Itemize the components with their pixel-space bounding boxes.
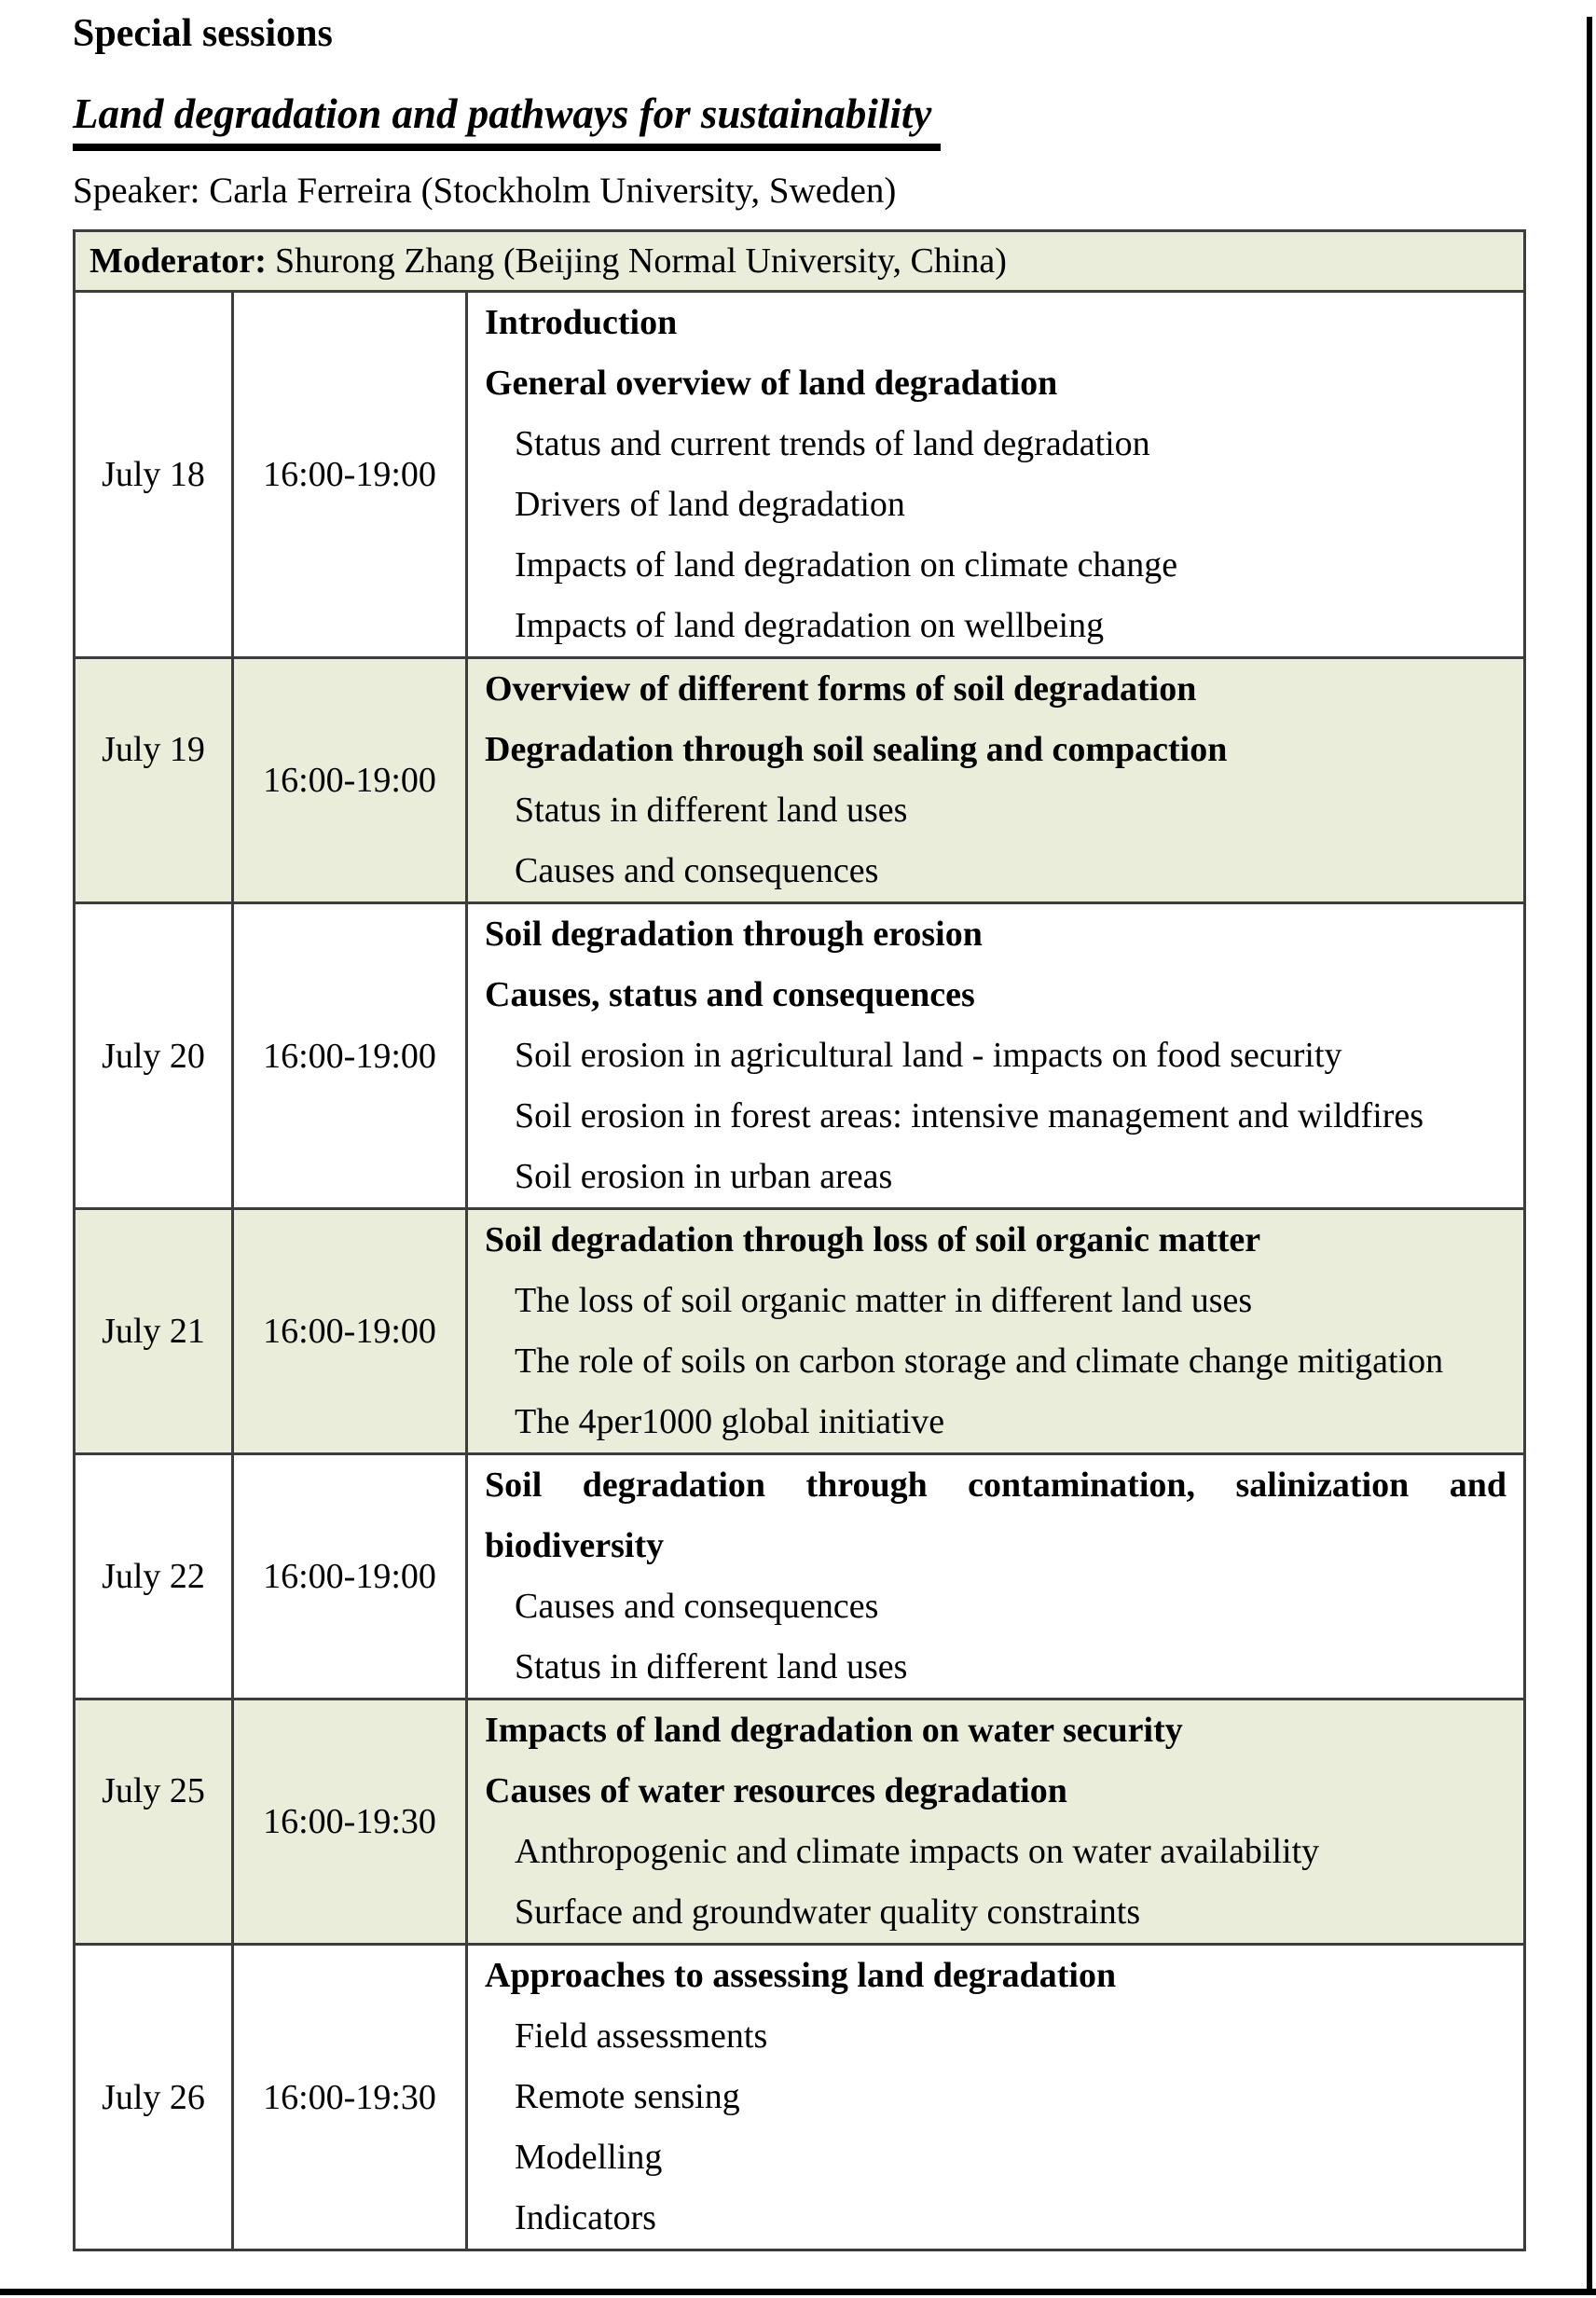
date-text: July 22 <box>102 1557 205 1596</box>
time-cell <box>233 1209 467 1454</box>
time-text: 16:00-19:00 <box>263 1557 436 1596</box>
date-text: July 19 <box>102 730 205 769</box>
content-line: Approaches to assessing land degradation <box>485 1956 1117 1995</box>
content-line: Soil erosion in forest areas: intensive management and wildfires <box>515 1096 1424 1135</box>
date-cell <box>75 1945 233 2250</box>
time-cell <box>233 903 467 1209</box>
content-line: Causes, status and consequences <box>485 975 975 1014</box>
date-cell <box>75 903 233 1209</box>
moderator-label: Moderator: <box>89 241 267 281</box>
schedule-row <box>75 658 1525 903</box>
page-title: Special sessions <box>73 12 333 55</box>
date-cell <box>75 1699 233 1945</box>
content-line: Anthropogenic and climate impacts on water availability <box>515 1832 1320 1871</box>
time-text: 16:00-19:30 <box>263 1802 436 1841</box>
content-cell <box>467 903 1525 1209</box>
schedule-row <box>75 903 1525 1209</box>
time-cell <box>233 1699 467 1945</box>
time-text: 16:00-19:00 <box>263 1312 436 1351</box>
content-line: Soil degradation through loss of soil organic matter <box>485 1220 1261 1259</box>
schedule-table <box>73 229 1526 2251</box>
date-text: July 18 <box>102 455 205 494</box>
date-cell <box>75 292 233 658</box>
content-line: Drivers of land degradation <box>515 485 905 524</box>
content-line: Surface and groundwater quality constraints <box>515 1892 1141 1932</box>
content-line: Causes and consequences <box>515 1587 879 1626</box>
content-line: Degradation through soil sealing and compaction <box>485 730 1228 769</box>
schedule-row <box>75 1699 1525 1945</box>
moderator-row <box>75 231 1525 292</box>
content-line: Soil erosion in urban areas <box>515 1157 893 1196</box>
content-line: Status and current trends of land degradation <box>515 424 1150 463</box>
content-line: Indicators <box>515 2198 656 2237</box>
time-cell <box>233 1454 467 1699</box>
content-line: Overview of different forms of soil degradation <box>485 669 1197 709</box>
time-cell <box>233 658 467 903</box>
session-title: Land degradation and pathways for sustainability <box>73 89 941 151</box>
date-cell <box>75 1454 233 1699</box>
page-edge-bottom-line <box>0 2289 1596 2295</box>
time-text: 16:00-19:30 <box>263 2077 436 2117</box>
content-line: Causes of water resources degradation <box>485 1771 1067 1810</box>
content-line: Modelling <box>515 2138 663 2177</box>
page-edge-right-line <box>1587 17 1592 2295</box>
date-cell <box>75 1209 233 1454</box>
date-text: July 20 <box>102 1036 205 1076</box>
moderator-cell <box>75 231 1525 292</box>
schedule-row <box>75 1209 1525 1454</box>
content-line: Impacts of land degradation on water security <box>485 1711 1183 1750</box>
moderator-name: Shurong Zhang (Beijing Normal University, China) <box>275 241 1007 281</box>
date-cell <box>75 658 233 903</box>
content-line: General overview of land degradation <box>485 364 1058 403</box>
content-line: Impacts of land degradation on climate change <box>515 545 1178 585</box>
content-line: Field assessments <box>515 2016 768 2056</box>
speaker-line: Speaker: Carla Ferreira (Stockholm University, Sweden) <box>73 171 897 211</box>
date-text: July 25 <box>102 1771 205 1810</box>
content-line: Soil erosion in agricultural land - impacts on food security <box>515 1036 1342 1075</box>
content-line: Status in different land uses <box>515 1647 908 1686</box>
content-line: The loss of soil organic matter in different land uses <box>515 1281 1253 1320</box>
content-cell <box>467 1209 1525 1454</box>
content-line: Soil degradation through erosion <box>485 915 983 954</box>
time-text: 16:00-19:00 <box>263 761 436 800</box>
content-line: Soil degradation through contamination, salinization and <box>485 1465 1507 1505</box>
content-line: Status in different land uses <box>515 791 908 830</box>
date-text: July 26 <box>102 2077 205 2117</box>
content-cell <box>467 292 1525 658</box>
schedule-row <box>75 292 1525 658</box>
time-text: 16:00-19:00 <box>263 1036 436 1076</box>
time-text: 16:00-19:00 <box>263 455 436 494</box>
content-cell <box>467 1454 1525 1699</box>
content-line: The 4per1000 global initiative <box>515 1402 945 1441</box>
date-text: July 21 <box>102 1312 205 1351</box>
content-line: Introduction <box>485 303 678 342</box>
content-line: Remote sensing <box>515 2077 740 2116</box>
content-line: biodiversity <box>485 1526 665 1565</box>
content-cell <box>467 1945 1525 2250</box>
time-cell <box>233 292 467 658</box>
content-line: Impacts of land degradation on wellbeing <box>515 606 1105 645</box>
schedule-row <box>75 1454 1525 1699</box>
content-line: The role of soils on carbon storage and climate change mitigation <box>515 1342 1444 1381</box>
page-content <box>0 9 1596 2251</box>
schedule-body <box>75 231 1525 2250</box>
content-cell <box>467 658 1525 903</box>
content-cell <box>467 1699 1525 1945</box>
schedule-row <box>75 1945 1525 2250</box>
time-cell <box>233 1945 467 2250</box>
content-line: Causes and consequences <box>515 851 879 890</box>
